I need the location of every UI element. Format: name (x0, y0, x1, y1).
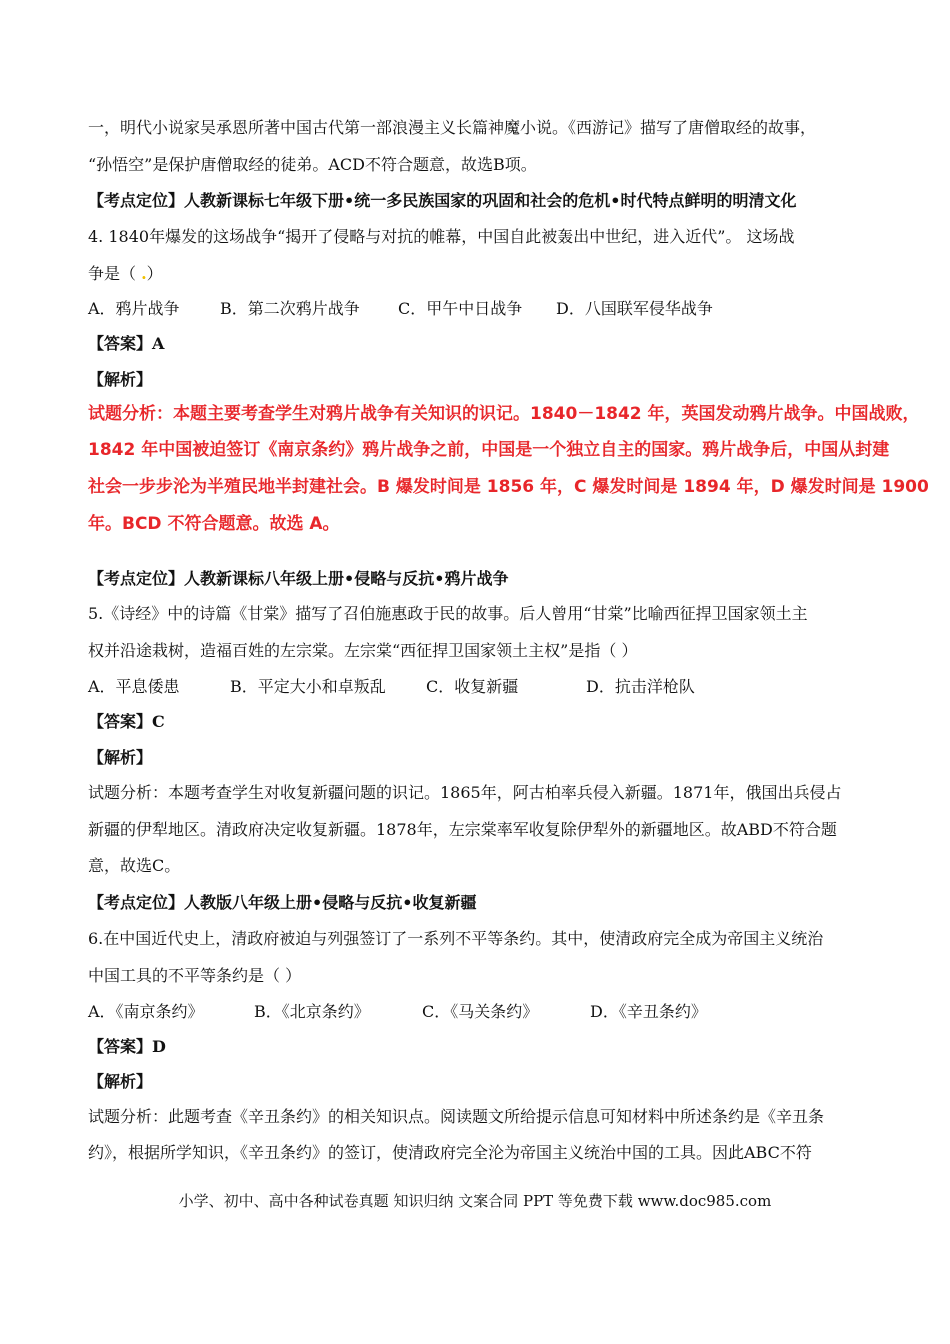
analysis-text: 1842 年中国被迫签订《南京条约》鸦片战争之前，中国是一个独立自主的国家。鸦片战争后，中国从封建 (88, 440, 890, 460)
question-4-stem-cont (88, 264, 868, 284)
analysis-text: 年。BCD 不符合题意。故选 A。 (88, 514, 340, 534)
option-c: C．甲午中日战争 (398, 299, 523, 318)
option-b: B．第二次鸦片战争 (220, 299, 360, 318)
option-a: A．鸦片战争 (88, 299, 180, 318)
option-a: A．平息倭患 (88, 677, 180, 696)
answer-label: 【答案】A (88, 334, 165, 353)
question-5-stem: 5.《诗经》中的诗篇《甘棠》描写了召伯施惠政于民的故事。后人曾用“甘棠”比喻西征捍卫国家领土主 (88, 604, 808, 623)
option-c: C．收复新疆 (426, 677, 519, 696)
page-footer: 小学、初中、高中各种试卷真题 知识归纳 文案合同 PPT 等免费下载 www.doc985.com (178, 1192, 772, 1210)
option-d: D．抗击洋枪队 (586, 677, 695, 696)
option-b: B．《北京条约》 (254, 1002, 370, 1021)
answer-blank-dot: . (141, 264, 147, 283)
analysis-text: 新疆的伊犁地区。清政府决定收复新疆。1878年，左宗棠率军收复除伊犁外的新疆地区。故ABD不符合题 (88, 820, 837, 839)
option-a: A．《南京条约》 (88, 1002, 204, 1021)
question-5-options (88, 677, 868, 697)
knowledge-point: 【考点定位】人教版八年级上册•侵略与反抗•收复新疆 (88, 893, 477, 912)
analysis-text: 试题分析：本题考查学生对收复新疆问题的识记。1865年，阿古柏率兵侵入新疆。1871年，俄国出兵侵占 (88, 783, 842, 802)
knowledge-point: 【考点定位】人教新课标八年级上册•侵略与反抗•鸦片战争 (88, 569, 509, 588)
question-4-options (88, 299, 868, 319)
analysis-text: 社会一步步沦为半殖民地半封建社会。B 爆发时间是 1856 年，C 爆发时间是 1894 年，D 爆发时间是 1900 (88, 477, 929, 497)
text-line: “孙悟空”是保护唐僧取经的徒弟。ACD不符合题意，故选B项。 (88, 155, 537, 174)
answer-label: 【答案】C (88, 712, 165, 731)
analysis-text: 试题分析：此题考查《辛丑条约》的相关知识点。阅读题文所给提示信息可知材料中所述条约是《辛丑条 (88, 1107, 825, 1126)
analysis-label: 【解析】 (88, 370, 153, 389)
analysis-label: 【解析】 (88, 1072, 153, 1091)
option-d: D．《辛丑条约》 (590, 1002, 707, 1021)
answer-label: 【答案】D (88, 1037, 166, 1056)
question-5-stem-cont: 权并沿途栽树，造福百姓的左宗棠。左宗棠“西征捍卫国家领土主权”是指（ ） (88, 641, 638, 660)
option-d: D．八国联军侵华战争 (556, 299, 713, 318)
stem-text: 争是（ (88, 264, 142, 283)
analysis-text: 意，故选C。 (88, 856, 181, 875)
analysis-text: 约》，根据所学知识，《辛丑条约》的签订，使清政府完全沦为帝国主义统治中国的工具。因此ABC不符 (88, 1143, 812, 1162)
analysis-label: 【解析】 (88, 748, 153, 767)
option-c: C．《马关条约》 (422, 1002, 539, 1021)
knowledge-point: 【考点定位】人教新课标七年级下册•统一多民族国家的巩固和社会的危机•时代特点鲜明的明清文化 (88, 191, 797, 210)
question-4-stem: 4. 1840年爆发的这场战争“揭开了侵略与对抗的帷幕，中国自此被轰出中世纪，进入近代”。 这场战 (88, 227, 795, 246)
question-6-stem: 6.在中国近代史上，清政府被迫与列强签订了一系列不平等条约。其中，使清政府完全成为帝国主义统治 (88, 929, 824, 948)
text-line: 一，明代小说家吴承恩所著中国古代第一部浪漫主义长篇神魔小说。《西游记》描写了唐僧取经的故事， (88, 118, 817, 137)
stem-text: ） (146, 264, 163, 283)
question-6-stem-cont: 中国工具的不平等条约是（ ） (88, 966, 302, 985)
analysis-text: 试题分析：本题主要考查学生对鸦片战争有关知识的识记。1840－1842 年，英国发动鸦片战争。中国战败， (88, 404, 920, 424)
option-b: B．平定大小和卓叛乱 (230, 677, 386, 696)
question-6-options (88, 1002, 868, 1022)
